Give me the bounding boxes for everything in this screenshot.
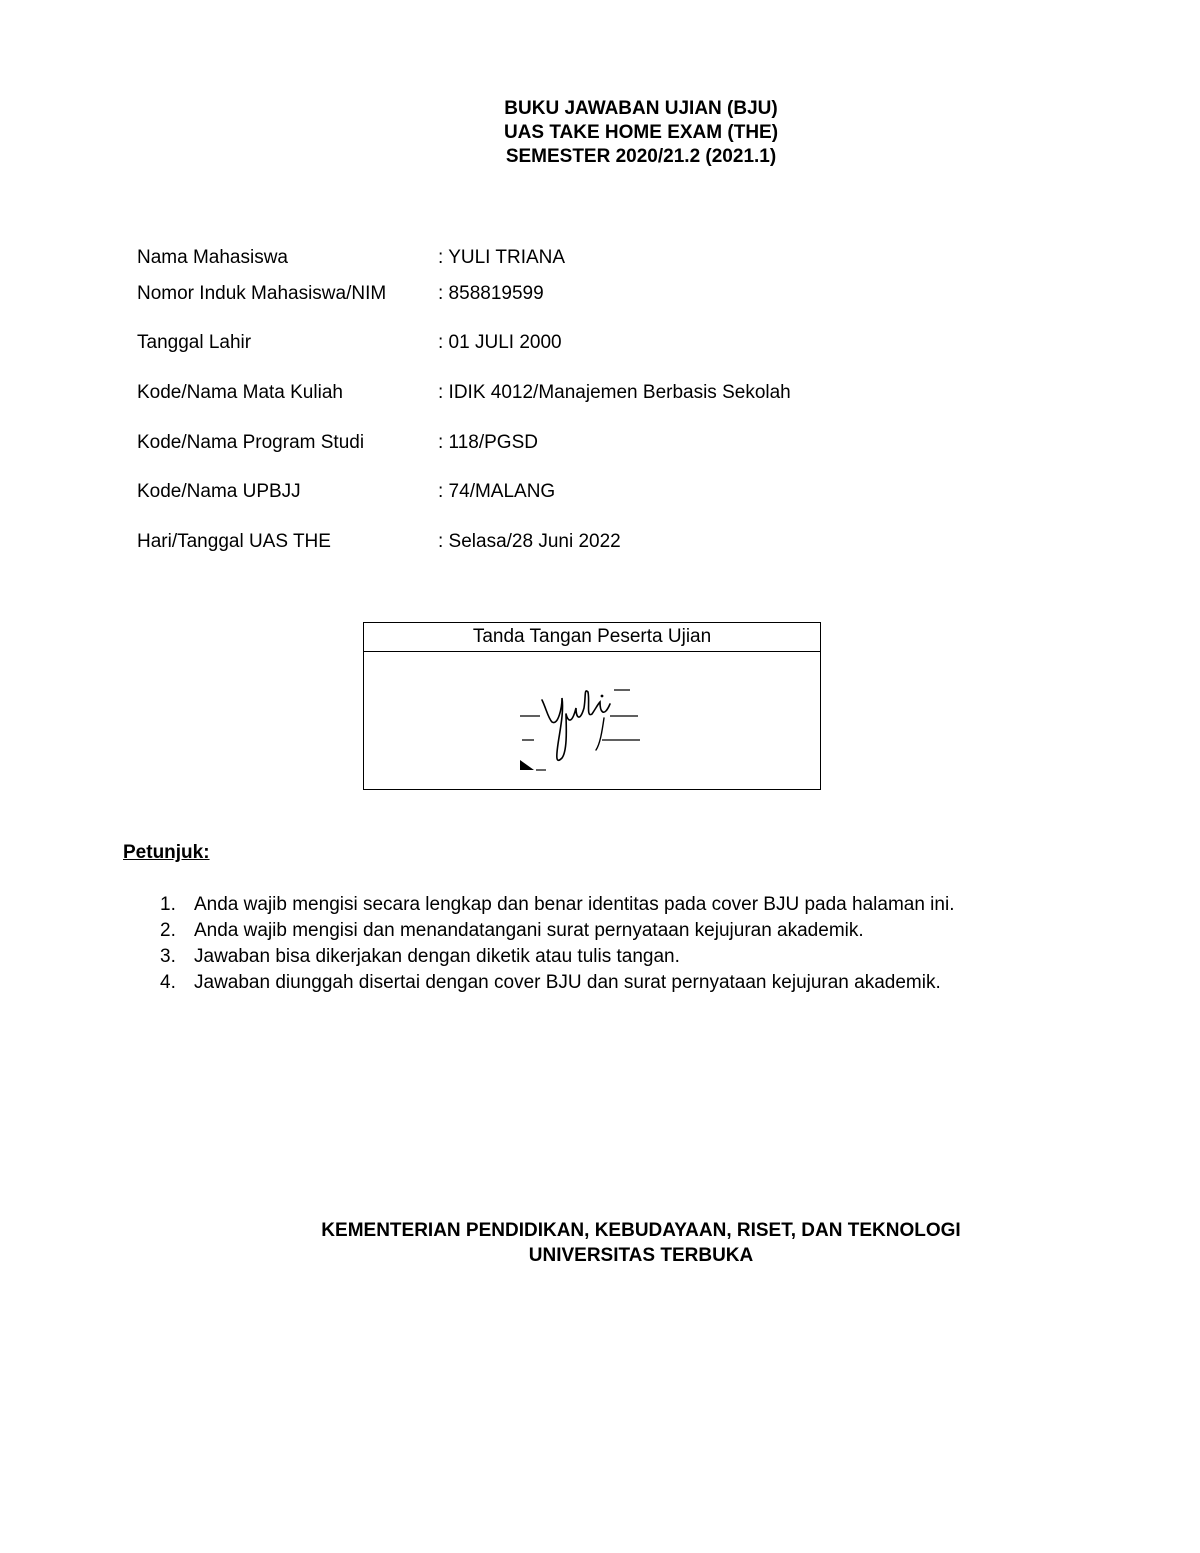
document-title — [0, 97, 1200, 169]
list-item-number: 3. — [160, 946, 176, 967]
info-value: : 74/MALANG — [438, 481, 556, 502]
footer-line-2: UNIVERSITAS TERBUKA — [528, 1245, 754, 1266]
info-value: : 01 JULI 2000 — [438, 332, 562, 353]
list-item-text: Anda wajib mengisi dan menandatangani surat pernyataan kejujuran akademik. — [194, 920, 864, 941]
info-label: Nomor Induk Mahasiswa/NIM — [137, 283, 387, 304]
info-value: : IDIK 4012/Manajemen Berbasis Sekolah — [438, 382, 791, 403]
footer-line-1: KEMENTERIAN PENDIDIKAN, KEBUDAYAAN, RISET, DAN TEKNOLOGI — [321, 1220, 961, 1241]
info-value: : YULI TRIANA — [438, 247, 566, 268]
list-item-number: 2. — [160, 920, 176, 941]
title-line-1: BUKU JAWABAN UJIAN (BJU) — [504, 98, 778, 119]
info-label: Kode/Nama Mata Kuliah — [137, 382, 343, 403]
list-item-number: 1. — [160, 894, 176, 915]
title-line-2: UAS TAKE HOME EXAM (THE) — [503, 122, 779, 143]
info-label: Kode/Nama Program Studi — [137, 432, 365, 453]
info-value: : Selasa/28 Juni 2022 — [438, 531, 621, 552]
title-line-3: SEMESTER 2020/21.2 (2021.1) — [505, 146, 777, 167]
signature-header: Tanda Tangan Peserta Ujian — [364, 623, 820, 652]
info-label: Kode/Nama UPBJJ — [137, 481, 301, 502]
info-label: Nama Mahasiswa — [137, 247, 288, 268]
institution-footer — [0, 1218, 1200, 1268]
info-label: Tanggal Lahir — [137, 332, 252, 353]
list-item-text: Jawaban diunggah disertai dengan cover BJU dan surat pernyataan kejujuran akademik. — [194, 972, 941, 993]
list-item-text: Jawaban bisa dikerjakan dengan diketik atau tulis tangan. — [194, 946, 680, 967]
info-value: : 118/PGSD — [438, 432, 538, 453]
signature-image — [512, 678, 652, 774]
list-item-text: Anda wajib mengisi secara lengkap dan benar identitas pada cover BJU pada halaman ini. — [194, 894, 955, 915]
list-item-number: 4. — [160, 972, 176, 993]
instructions-title: Petunjuk: — [123, 842, 210, 863]
info-label: Hari/Tanggal UAS THE — [137, 531, 331, 552]
signature-box — [363, 622, 821, 790]
info-value: : 858819599 — [438, 283, 544, 304]
